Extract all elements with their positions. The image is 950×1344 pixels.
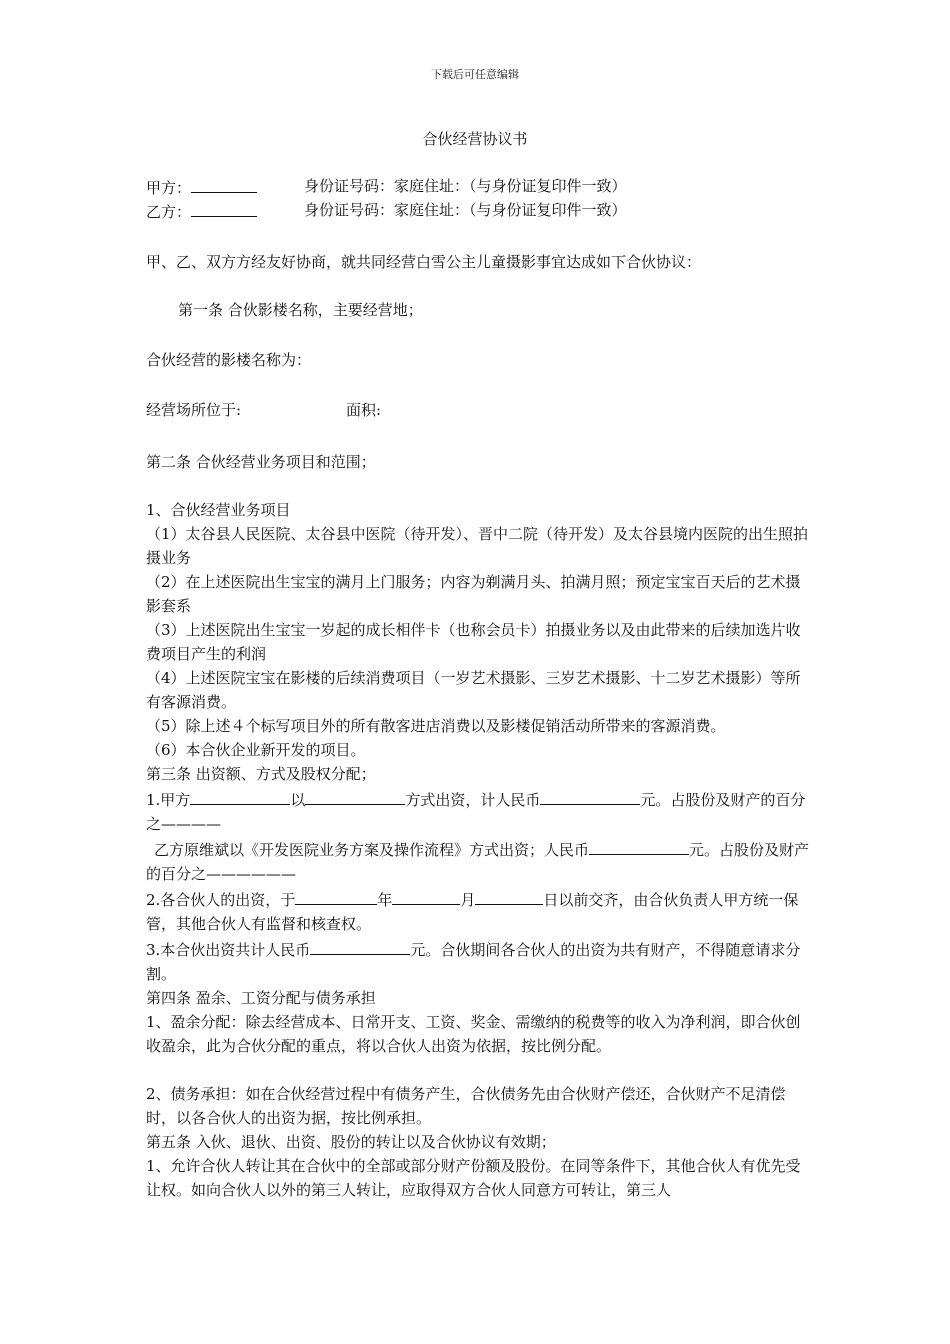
- contribution-deadline: 2.各合伙人的出资，于 年 月 日以前交齐，由合伙负责人甲方统一保管，其他合伙人有监督和核查权。: [146, 886, 810, 936]
- document-title: 合伙经营协议书: [422, 130, 528, 148]
- party-a-row: [146, 174, 627, 200]
- party-b-id-text: 身份证号码：家庭住址：（与身份证复印件一致）: [304, 201, 627, 219]
- business-item: （6）本合伙企业新开发的项目。: [146, 741, 366, 759]
- location-label: 经营场所位于:: [146, 401, 242, 419]
- party-b-contribution: 乙方原维斌以《开发医院业务方案及操作流程》方式出资；人民币 元。占股份及财产的百分之——————: [146, 836, 810, 886]
- business-items-subheading: 1、合伙经营业务项目: [146, 501, 291, 519]
- intro-paragraph: 甲、乙、双方方经友好协商，就共同经营白雪公主儿童摄影事宜达成如下合伙协议：: [146, 253, 702, 271]
- party-b-row: [146, 198, 627, 224]
- party-a-blank: [191, 174, 257, 193]
- area-label: 面积:: [346, 401, 382, 419]
- profit-distribution: 1、盈余分配：除去经营成本、日常开支、工资、奖金、需缴纳的税费等的收入为净利润，即合伙创收盈余，此为合伙分配的重点，将以合伙人出资为依据，按比例分配。: [146, 1013, 801, 1055]
- header-note: 下载后可任意编辑: [431, 68, 519, 81]
- studio-name-line: 合伙经营的影楼名称为：: [146, 351, 312, 369]
- article-2-body: [146, 498, 810, 1202]
- business-item: （4）上述医院宝宝在影楼的后续消费项目（一岁艺术摄影、三岁艺术摄影、十二岁艺术摄影）等所有客源消费。: [146, 669, 801, 711]
- party-b-blank: [191, 198, 257, 217]
- total-contribution: 3.本合伙出资共计人民币 元。合伙期间各合伙人的出资为共有财产，不得随意请求分割。: [146, 936, 810, 986]
- business-item: （5）除上述４个标写项目外的所有散客进店消费以及影楼促销活动所带来的客源消费。: [146, 717, 726, 735]
- article-2-heading: 第二条 合伙经营业务项目和范围；: [146, 453, 376, 471]
- article-3-heading: 第三条 出资额、方式及股权分配；: [146, 765, 376, 783]
- share-transfer-paragraph: 1、允许合伙人转让其在合伙中的全部或部分财产份额及股份。在同等条件下，其他合伙人有优先受让权。如向合伙人以外的第三人转让，应取得双方合伙人同意方可转让，第三人: [146, 1157, 801, 1199]
- article-4-heading: 第四条 盈余、工资分配与债务承担: [146, 989, 376, 1007]
- party-b-label: 乙方：: [146, 203, 192, 221]
- party-a-contribution: 1.甲方 以 方式出资，计人民币 元。占股份及财产的百分之————: [146, 786, 810, 836]
- article-1-heading: 第一条 合伙影楼名称，主要经营地；: [178, 301, 423, 319]
- debt-liability: 2、债务承担：如在合伙经营过程中有债务产生，合伙债务先由合伙财产偿还，合伙财产不足清偿时，以各合伙人的出资为据，按比例承担。: [146, 1085, 786, 1127]
- party-a-id-text: 身份证号码：家庭住址：（与身份证复印件一致）: [304, 177, 627, 195]
- business-item: （1）太谷县人民医院、太谷县中医院（待开发）、晋中二院（待开发）及太谷县境内医院的出生照拍摄业务: [146, 525, 809, 567]
- location-line: [146, 398, 382, 422]
- business-item: （2）在上述医院出生宝宝的满月上门服务；内容为剃满月头、拍满月照；预定宝宝百天后的艺术摄影套系: [146, 573, 801, 615]
- business-item: （3）上述医院出生宝宝一岁起的成长相伴卡（也称会员卡）拍摄业务以及由此带来的后续加选片收费项目产生的利润: [146, 621, 801, 663]
- party-a-label: 甲方：: [146, 179, 192, 197]
- article-5-heading: 第五条 入伙、退伙、出资、股份的转让以及合伙协议有效期；: [146, 1133, 556, 1151]
